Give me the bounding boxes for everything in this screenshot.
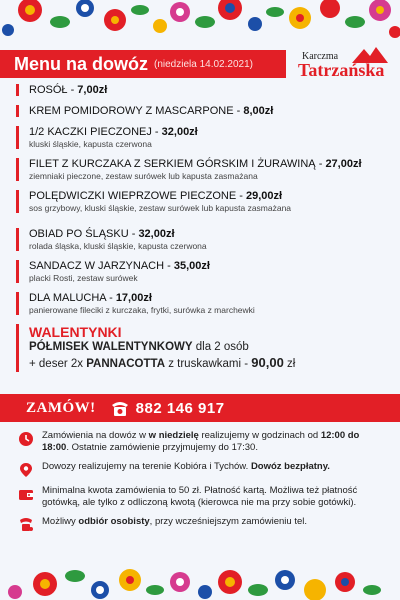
menu-list — [16, 84, 388, 372]
menu-item — [16, 228, 388, 251]
menu-item — [16, 292, 388, 315]
menu-item-title: ROSÓŁ — [29, 84, 68, 96]
menu-item-price: 27,00zł — [325, 158, 362, 170]
promo-currency: zł — [283, 358, 296, 370]
menu-item-description: ziemniaki pieczone, zestaw surówek lub kapusta zasmażana — [29, 171, 258, 181]
menu-item-name: OBIAD PO ŚLĄSKU - 32,00zł — [29, 228, 175, 240]
menu-item-name: SANDACZ W JARZYNACH - 35,00zł — [29, 260, 210, 272]
info-text — [42, 430, 388, 454]
menu-item-title: SANDACZ W JARZYNACH — [29, 260, 165, 272]
location-pin-icon — [18, 462, 34, 478]
menu-item-title: KREM POMIDOROWY Z MASCARPONE — [29, 105, 234, 117]
menu-item-description: placki Rosti, zestaw surówek — [29, 273, 138, 283]
info-text-part: realizujemy w godzinach od — [198, 430, 321, 441]
wallet-icon — [18, 486, 34, 502]
menu-item-name: 1/2 KACZKI PIECZONEJ - 32,00zł — [29, 126, 198, 138]
promo-line-2 — [29, 355, 388, 372]
info-text-part: . Ostatnie zamówienie przyjmujemy do 17:30. — [66, 442, 258, 453]
order-phone-number[interactable]: 882 146 917 — [135, 399, 225, 417]
info-text-bold: w niedzielę — [148, 430, 199, 441]
menu-item-name: DLA MALUCHA - 17,00zł — [29, 292, 152, 304]
phone-icon — [110, 399, 130, 417]
menu-item-price: 7,00zł — [77, 84, 108, 96]
info-text — [42, 485, 388, 509]
info-text-part: Minimalna kwota zamówienia to 50 zł. Płatność kartą. Możliwa też płatność gotówką, ale tylko z odliczoną kwotą (kierowca nie ma przy sobie gotówki). — [42, 485, 358, 508]
info-row — [18, 485, 388, 509]
menu-item — [16, 158, 388, 181]
info-text-part: Dowozy realizujemy na terenie Kobióra i Tychów. — [42, 461, 251, 472]
info-text-part: , przy wcześniejszym zamówieniu tel. — [149, 516, 307, 527]
info-text-part: Zamówienia na dowóz w — [42, 430, 149, 441]
promo-dish: PÓŁMISEK WALENTYNKOWY — [29, 341, 193, 353]
info-row — [18, 430, 388, 454]
logo-line-1: Karczma — [302, 51, 339, 62]
menu-item-title: OBIAD PO ŚLĄSKU — [29, 228, 129, 240]
menu-item-price: 32,00zł — [138, 228, 175, 240]
menu-item-name: POLĘDWICZKI WIEPRZOWE PIECZONE - 29,00zł — [29, 190, 283, 202]
info-text-bold: Dowóz bezpłatny. — [250, 461, 330, 472]
menu-title: Menu na dowóz — [14, 53, 148, 74]
menu-item-description: rolada śląska, kluski śląskie, kapusta czerwona — [29, 241, 207, 251]
info-text — [42, 461, 330, 473]
menu-date: (niedziela 14.02.2021) — [154, 58, 253, 70]
promo-dish-note: dla 2 osób — [192, 341, 249, 353]
menu-item-price: 29,00zł — [245, 190, 283, 202]
menu-item-price: 35,00zł — [173, 260, 210, 272]
menu-item-description: kluski śląskie, kapusta czerwona — [29, 139, 152, 149]
menu-item-price: 32,00zł — [161, 126, 198, 138]
logo — [290, 45, 396, 89]
menu-item-name: KREM POMIDOROWY Z MASCARPONE - 8,00zł — [29, 105, 274, 117]
chat-phone-icon — [18, 517, 34, 533]
order-label: ZAMÓW! — [26, 399, 96, 416]
menu-header — [0, 50, 286, 78]
menu-item — [16, 260, 388, 283]
menu-item-title: FILET Z KURCZAKA Z SERKIEM GÓRSKIM I ŻURAWINĄ — [29, 158, 316, 170]
floral-border-bottom-icon — [0, 540, 400, 600]
promo-title: WALENTYNKI — [29, 324, 122, 340]
menu-item-title: DLA MALUCHA — [29, 292, 107, 304]
menu-item — [16, 105, 388, 117]
menu-item-name: ROSÓŁ - 7,00zł — [29, 84, 108, 96]
info-text — [42, 516, 307, 528]
promo-block — [16, 324, 388, 372]
promo-line-1 — [29, 340, 388, 355]
promo-dessert-note: z truskawkami - — [165, 358, 252, 370]
info-section — [18, 430, 388, 540]
promo-price: 90,00 — [251, 355, 284, 370]
menu-item — [16, 84, 388, 96]
order-band — [0, 394, 400, 422]
menu-item-description: sos grzybowy, kluski śląskie, zestaw surówek lub kapusta zasmażana — [29, 203, 292, 213]
menu-item-title: POLĘDWICZKI WIEPRZOWE PIECZONE — [29, 190, 237, 202]
info-text-part: Możliwy — [42, 516, 79, 527]
clock-icon — [18, 431, 34, 447]
menu-item-title: 1/2 KACZKI PIECZONEJ — [29, 126, 152, 138]
promo-dessert: PANNACOTTA — [86, 358, 166, 370]
menu-item — [16, 190, 388, 213]
menu-item-price: 8,00zł — [243, 105, 274, 117]
promo-dessert-pre: + deser 2x — [29, 358, 87, 370]
menu-item-description: panierowane fileciki z kurczaka, frytki, surówka z marchewki — [29, 305, 255, 315]
info-text-bold: odbiór osobisty — [78, 516, 150, 527]
menu-item-name: FILET Z KURCZAKA Z SERKIEM GÓRSKIM I ŻURAWINĄ - 27,00zł — [29, 158, 362, 170]
menu-item-price: 17,00zł — [115, 292, 152, 304]
menu-item — [16, 126, 388, 149]
info-text-bold: 12:00 do 18:00 — [42, 430, 360, 453]
logo-line-2: Tatrzańska — [298, 60, 385, 80]
info-row — [18, 461, 388, 478]
info-row — [18, 516, 388, 533]
